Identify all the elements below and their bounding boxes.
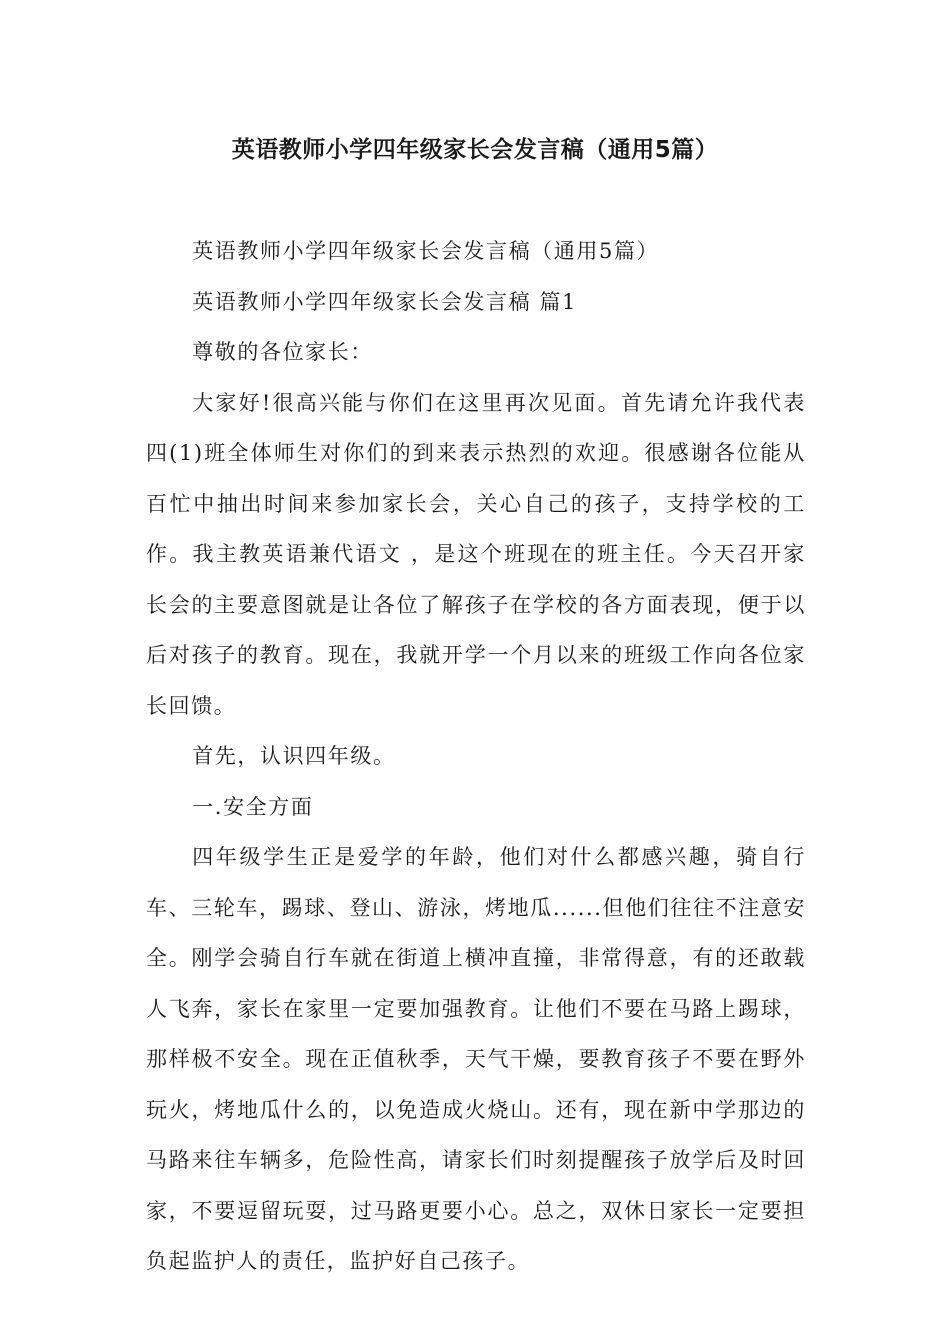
paragraph-safety-body: 四年级学生正是爱学的年龄，他们对什么都感兴趣，骑自行车、三轮车，踢球、登山、游泳，烤地瓜......但他们往往不注意安全。刚学会骑自行车就在街道上横冲直撞，非常得意，有的还敢载人飞奔，家长在家里一定要加强教育。让他们不要在马路上踢球，那样极不安全。现在正值秋季，天气干燥，要教育孩子不要在野外玩火，烤地瓜什么的，以免造成火烧山。还有，现在新中学那边的马路来往车辆多，危险性高，请家长们时刻提醒孩子放学后及时回家，不要逗留玩耍，过马路更要小心。总之，双休日家长一定要担负起监护人的责任，监护好自己孩子。 bbox=[146, 845, 806, 1273]
paragraph-salutation: 尊敬的各位家长： bbox=[192, 340, 373, 364]
document-title: 英语教师小学四年级家长会发言稿（通用5篇） bbox=[231, 137, 719, 163]
paragraph-opening: 大家好!很高兴能与你们在这里再次见面。首先请允许我代表四(1)班全体师生对你们的到来表示热烈的欢迎。很感谢各位能从百忙中抽出时间来参加家长会，关心自己的孩子，支持学校的工作。我主教英语兼代语文 ，是这个班现在的班主任。今天召开家长会的主要意图就是让各位了解孩子在学校的各方面表现，便于以后对孩子的教育。现在，我就开学一个月以来的班级工作向各位家长回馈。 bbox=[146, 390, 806, 718]
paragraph-section-heading: 英语教师小学四年级家长会发言稿 篇1 bbox=[192, 289, 578, 314]
paragraph-subtitle: 英语教师小学四年级家长会发言稿（通用5篇） bbox=[192, 239, 660, 263]
paragraph-safety-heading: 一.安全方面 bbox=[192, 794, 314, 819]
paragraph-first-point: 首先，认识四年级。 bbox=[192, 744, 396, 768]
document-body bbox=[146, 226, 806, 1287]
